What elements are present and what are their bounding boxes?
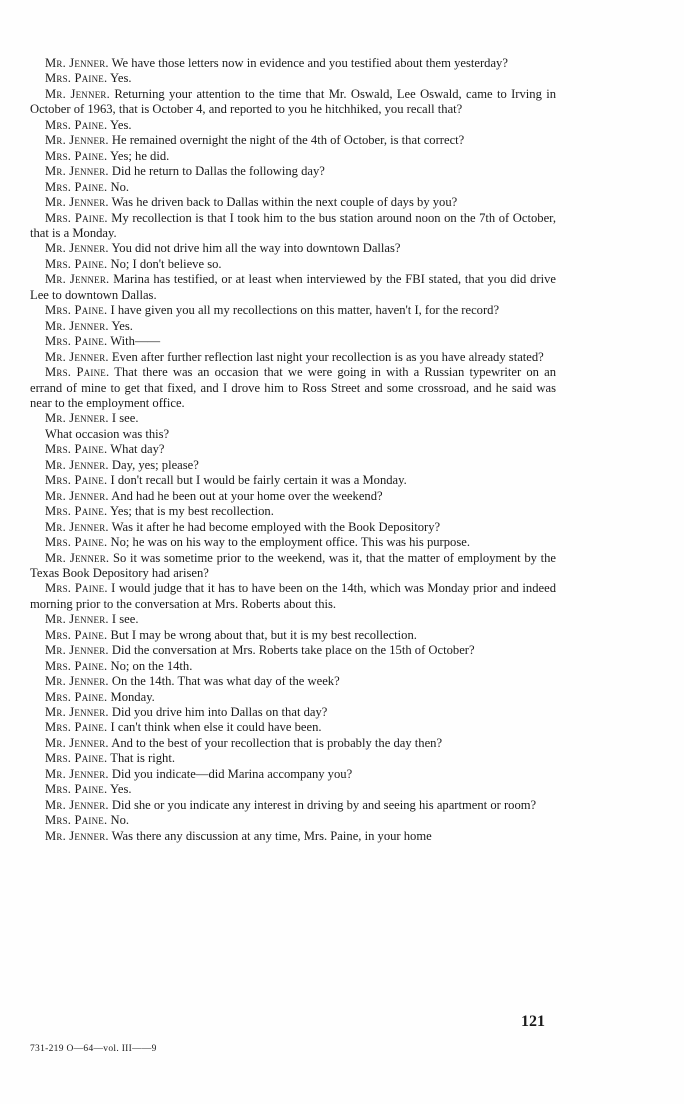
speaker-label: Mr. Jenner. (45, 241, 109, 256)
statement-text: My recollection is that I took him to the bus station around noon on the 7th of October, that is a Monday. (30, 210, 556, 240)
speaker-label: Mr. Jenner. (45, 766, 109, 781)
page-number: 121 (521, 1013, 545, 1030)
testimony-paragraph (30, 628, 556, 643)
testimony-paragraph (30, 195, 556, 210)
testimony-paragraph (30, 535, 556, 550)
speaker-label: Mr. Jenner. (45, 56, 109, 70)
speaker-label: Mr. Jenner. (45, 488, 109, 503)
testimony-paragraph (30, 798, 556, 813)
speaker-label: Mrs. Paine. (45, 334, 108, 349)
statement-text: I don't recall but I would be fairly certain it was a Monday. (110, 473, 407, 488)
speaker-label: Mrs. Paine. (45, 442, 108, 457)
testimony-paragraph (30, 720, 556, 735)
speaker-label: Mrs. Paine. (45, 148, 108, 163)
testimony-paragraph (30, 164, 556, 179)
speaker-label: Mrs. Paine. (45, 720, 108, 735)
speaker-label: Mr. Jenner. (45, 674, 109, 689)
speaker-label: Mr. Jenner. (45, 318, 109, 333)
testimony-paragraph (30, 87, 556, 118)
speaker-label: Mr. Jenner. (45, 612, 109, 627)
speaker-label: Mrs. Paine. (45, 535, 108, 550)
testimony-paragraph (30, 643, 556, 658)
testimony-paragraph (30, 520, 556, 535)
testimony-paragraph (30, 551, 556, 582)
statement-text: We have those letters now in evidence and you testified about them yesterday? (111, 56, 508, 70)
testimony-paragraph (30, 365, 556, 411)
testimony-paragraph (30, 751, 556, 766)
statement-text: Yes; he did. (110, 148, 170, 163)
statement-text: Was there any discussion at any time, Mrs. Paine, in your home (111, 828, 432, 843)
speaker-label: Mrs. Paine. (45, 813, 108, 828)
statement-text: Was it after he had become employed with the Book Depository? (111, 519, 441, 534)
testimony-paragraph (30, 334, 556, 349)
speaker-label: Mrs. Paine. (45, 751, 108, 766)
statement-text: That is right. (110, 751, 175, 766)
speaker-label: Mr. Jenner. (45, 705, 109, 720)
speaker-label: Mrs. Paine. (45, 365, 110, 380)
statement-text: Did you indicate—did Marina accompany you? (111, 766, 353, 781)
statement-text: No; on the 14th. (110, 658, 193, 673)
statement-text: Yes. (110, 782, 132, 797)
speaker-label: Mr. Jenner. (45, 828, 109, 843)
statement-text: No. (110, 813, 130, 828)
speaker-label: Mr. Jenner. (45, 86, 110, 101)
testimony-paragraph (30, 581, 556, 612)
testimony-paragraph (30, 211, 556, 242)
statement-text: Did she or you indicate any interest in driving by and seeing his apartment or room? (111, 797, 537, 812)
testimony-paragraph (30, 690, 556, 705)
statement-text: No; I don't believe so. (110, 256, 222, 271)
statement-text: Even after further reflection last night your recollection is as you have already stated? (111, 349, 544, 364)
testimony-paragraph (30, 813, 556, 828)
testimony-body (30, 56, 556, 844)
speaker-label: Mr. Jenner. (45, 272, 110, 287)
testimony-paragraph (30, 133, 556, 148)
print-code-footer: 731-219 O—64—vol. III——9 (30, 1044, 157, 1054)
statement-text: What day? (110, 442, 165, 457)
statement-text: You did not drive him all the way into downtown Dallas? (111, 241, 401, 256)
speaker-label: Mr. Jenner. (45, 643, 109, 658)
testimony-paragraph (30, 473, 556, 488)
speaker-label: Mr. Jenner. (45, 133, 109, 148)
testimony-paragraph (30, 489, 556, 504)
statement-text: So it was sometime prior to the weekend, was it, that the matter of employment by the Texas Book Depository had arisen? (30, 550, 556, 580)
speaker-label: Mrs. Paine. (45, 581, 108, 596)
statement-text: Yes. (110, 71, 132, 86)
testimony-paragraph (30, 319, 556, 334)
statement-text: I see. (111, 411, 139, 426)
speaker-label: Mr. Jenner. (45, 164, 109, 179)
testimony-paragraph (30, 71, 556, 86)
statement-text: Did the conversation at Mrs. Roberts take place on the 15th of October? (111, 643, 475, 658)
statement-text: Yes. (111, 318, 133, 333)
testimony-paragraph (30, 504, 556, 519)
speaker-label: Mr. Jenner. (45, 550, 110, 565)
speaker-label: Mr. Jenner. (45, 735, 109, 750)
statement-text: But I may be wrong about that, but it is my best recollection. (110, 627, 417, 642)
speaker-label: Mrs. Paine. (45, 504, 108, 519)
statement-text: I see. (111, 612, 139, 627)
speaker-label: Mrs. Paine. (45, 473, 108, 488)
speaker-label: Mr. Jenner. (45, 195, 109, 210)
speaker-label: Mrs. Paine. (45, 210, 108, 225)
testimony-paragraph (30, 829, 556, 844)
speaker-label: Mrs. Paine. (45, 689, 108, 704)
testimony-paragraph (30, 427, 556, 442)
speaker-label: Mr. Jenner. (45, 411, 109, 426)
statement-text: Did you drive him into Dallas on that day? (111, 705, 328, 720)
statement-text: He remained overnight the night of the 4th of October, is that correct? (111, 133, 465, 148)
speaker-label: Mr. Jenner. (45, 349, 109, 364)
speaker-label: Mrs. Paine. (45, 782, 108, 797)
testimony-paragraph (30, 458, 556, 473)
statement-text: With—— (110, 334, 161, 349)
statement-text: On the 14th. That was what day of the week? (111, 674, 340, 689)
testimony-paragraph (30, 180, 556, 195)
statement-text: No; he was on his way to the employment office. This was his purpose. (110, 535, 470, 550)
testimony-paragraph (30, 782, 556, 797)
speaker-label: Mrs. Paine. (45, 658, 108, 673)
statement-text: Returning your attention to the time that Mr. Oswald, Lee Oswald, came to Irving in October of 1963, that is October 4, and reported to you he hitchhiked, you recall that? (30, 86, 557, 117)
speaker-label: Mrs. Paine. (45, 256, 108, 271)
testimony-paragraph (30, 705, 556, 720)
testimony-paragraph (30, 767, 556, 782)
testimony-paragraph (30, 149, 556, 164)
statement-text: That there was an occasion that we were going in with a Russian typewriter on an errand of mine to get that fixed, and I drove him to Ross Street and some crossroad, and he said was near to the employment office. (30, 365, 557, 410)
testimony-paragraph (30, 257, 556, 272)
speaker-label: Mrs. Paine. (45, 179, 108, 194)
speaker-label: Mr. Jenner. (45, 457, 109, 472)
testimony-paragraph (30, 736, 556, 751)
testimony-paragraph (30, 272, 556, 303)
statement-text: Marina has testified, or at least when interviewed by the FBI stated, that you did drive Lee to downtown Dallas. (30, 272, 557, 302)
speaker-label: Mrs. Paine. (45, 71, 108, 86)
testimony-paragraph (30, 118, 556, 133)
speaker-label: Mr. Jenner. (45, 519, 109, 534)
speaker-label: Mrs. Paine. (45, 627, 108, 642)
statement-text: Did he return to Dallas the following day? (111, 164, 325, 179)
testimony-paragraph (30, 303, 556, 318)
testimony-paragraph (30, 56, 556, 71)
statement-text: And had he been out at your home over the weekend? (111, 488, 383, 503)
statement-text: I would judge that it has to have been on the 14th, which was Monday prior and indeed morning prior to the conversation at Mrs. Roberts about this. (30, 581, 557, 611)
testimony-paragraph (30, 350, 556, 365)
statement-text: I have given you all my recollections on this matter, haven't I, for the record? (110, 303, 500, 318)
testimony-paragraph (30, 241, 556, 256)
testimony-paragraph (30, 612, 556, 627)
speaker-label: Mrs. Paine. (45, 303, 108, 318)
statement-text: Monday. (110, 689, 155, 704)
speaker-label: Mr. Jenner. (45, 797, 109, 812)
statement-text: Yes. (110, 117, 132, 132)
statement-text: Yes; that is my best recollection. (110, 504, 274, 519)
statement-text: What occasion was this? (45, 426, 170, 441)
statement-text: I can't think when else it could have been. (110, 720, 322, 735)
testimony-paragraph (30, 442, 556, 457)
testimony-paragraph (30, 659, 556, 674)
statement-text: Was he driven back to Dallas within the next couple of days by you? (111, 195, 458, 210)
statement-text: And to the best of your recollection that is probably the day then? (111, 735, 443, 750)
statement-text: No. (110, 179, 130, 194)
speaker-label: Mrs. Paine. (45, 117, 108, 132)
testimony-paragraph (30, 674, 556, 689)
statement-text: Day, yes; please? (111, 457, 199, 472)
testimony-paragraph (30, 411, 556, 426)
